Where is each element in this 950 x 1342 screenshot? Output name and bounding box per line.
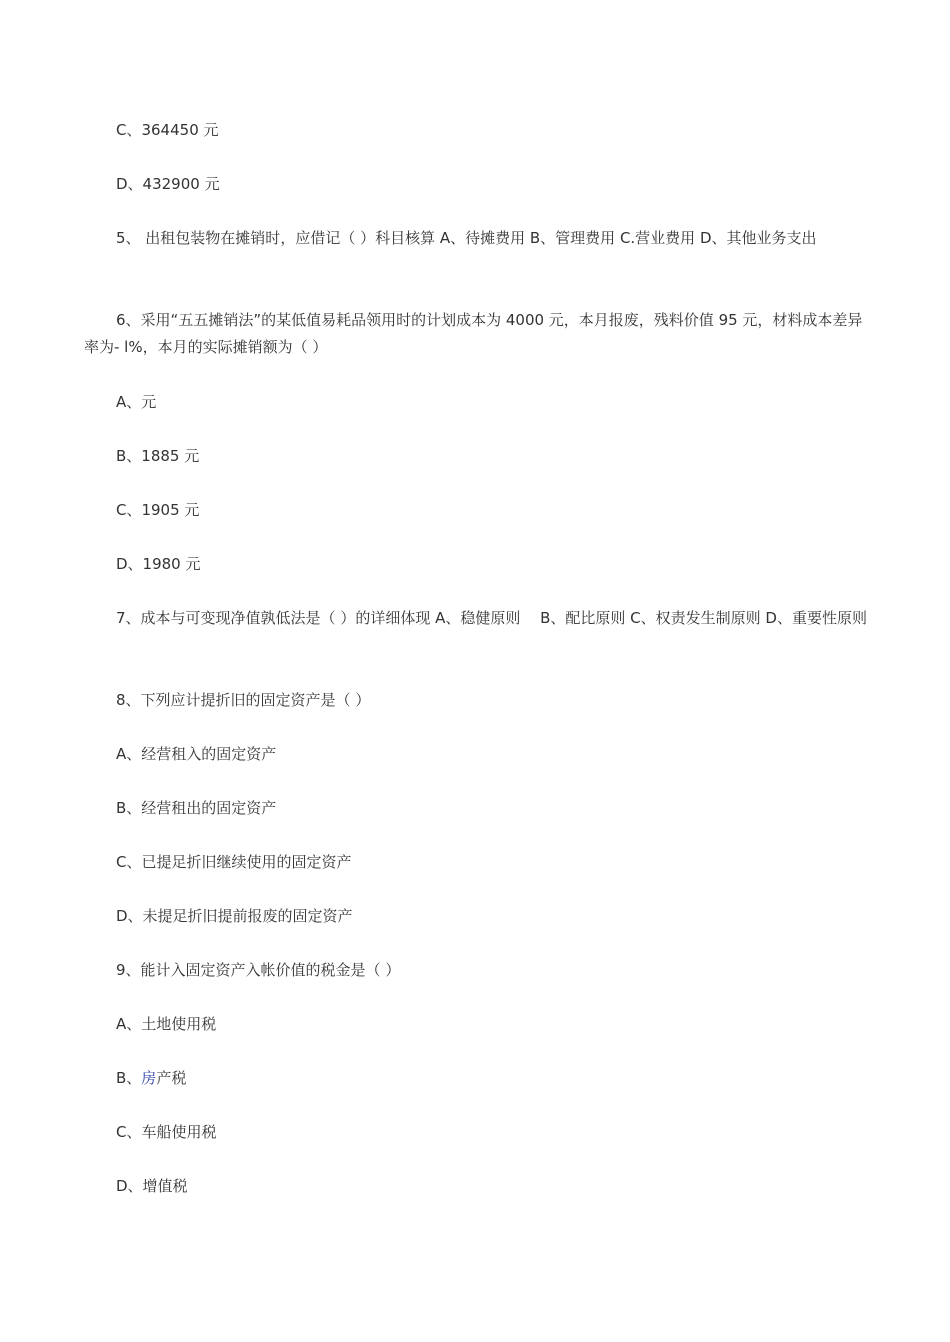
option-d-432900: D、432900 元 — [116, 175, 220, 193]
question-8-option-a: A、经营租入的固定资产 — [116, 745, 277, 763]
question-8-option-d: D、未提足折旧提前报废的固定资产 — [116, 907, 353, 925]
question-6-option-c: C、1905 元 — [116, 501, 200, 519]
option-c-364450: C、364450 元 — [116, 121, 219, 139]
question-8: 8、下列应计提折旧的固定资产是（ ） — [116, 691, 371, 709]
question-9-option-c: C、车船使用税 — [116, 1123, 217, 1141]
question-6-option-a: A、元 — [116, 393, 157, 411]
question-6-option-b: B、1885 元 — [116, 447, 200, 465]
question-6-option-d: D、1980 元 — [116, 555, 201, 573]
question-5: 5、 出租包装物在摊销时，应借记（ ）科目核算 A、待摊费用 B、管理费用 C.营业费用 D、其他业务支出 — [116, 229, 817, 247]
option-prefix: B、 — [116, 1069, 142, 1087]
question-7: 7、成本与可变现净值孰低法是（ ）的详细体现 A、稳健原则 B、配比原则 C、权责发生制原则 D、重要性原则 — [116, 609, 867, 627]
question-8-option-b: B、经营租出的固定资产 — [116, 799, 277, 817]
question-8-option-c: C、已提足折旧继续使用的固定资产 — [116, 853, 352, 871]
option-suffix: 产税 — [156, 1069, 187, 1087]
question-9-option-b — [84, 1065, 869, 1092]
question-6: 6、采用“五五摊销法”的某低值易耗品领用时的计划成本为 4000 元，本月报废，残料价值 95 元，材料成本差异率为- l%，本月的实际摊销额为（ ） — [84, 311, 863, 356]
question-9-option-a: A、土地使用税 — [116, 1015, 217, 1033]
question-9: 9、能计入固定资产入帐价值的税金是（ ） — [116, 961, 401, 979]
house-link[interactable]: 房 — [141, 1069, 157, 1087]
question-9-option-d: D、增值税 — [116, 1177, 188, 1195]
